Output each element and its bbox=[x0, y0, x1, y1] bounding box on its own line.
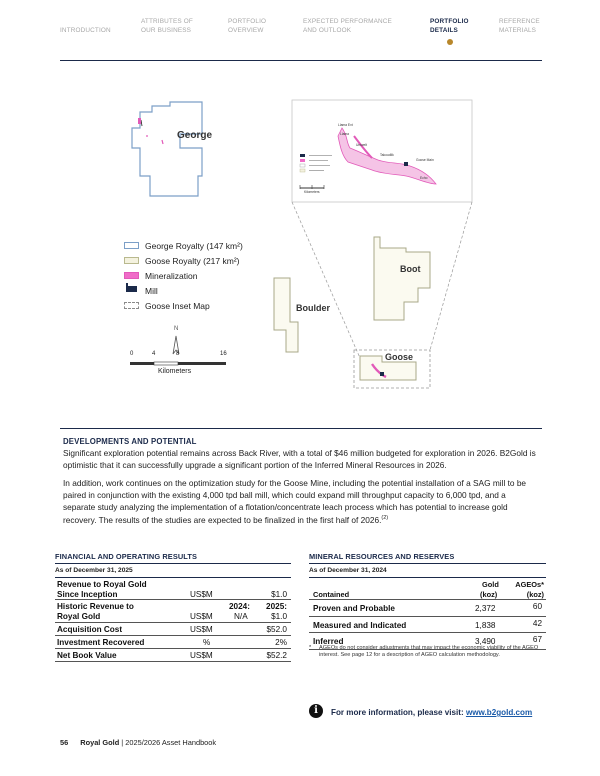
legend-george: George Royalty (147 km²) bbox=[124, 238, 243, 253]
section-nav bbox=[0, 18, 600, 48]
ageo-footnote: * AGEOs do not consider adjustments that may impact the economic viability of the AGEO interest. See page 12 for a description of AGEO calculation methodology. bbox=[309, 645, 539, 659]
table-row: Net Book Value US$M $52.2 bbox=[55, 649, 291, 662]
table-row: Proven and Probable 2,372 60 bbox=[309, 600, 546, 617]
goose-swatch bbox=[124, 257, 139, 264]
inset-label-llama: Llama bbox=[340, 132, 349, 136]
table-row: Measured and Indicated 1,838 42 bbox=[309, 617, 546, 634]
b2gold-link[interactable]: www.b2gold.com bbox=[465, 708, 533, 717]
scale-unit: Kilometers bbox=[158, 368, 192, 375]
label-boot: Boot bbox=[400, 264, 421, 274]
map-legend bbox=[124, 238, 243, 313]
table-row: Inferred 3,490 67 bbox=[309, 633, 546, 650]
label-goose: Goose bbox=[385, 352, 414, 362]
page-number: 56 bbox=[60, 738, 69, 747]
table-row: Historic Revenue to Royal Gold 2024: 2025: US$M N/A $1.0 bbox=[55, 600, 291, 623]
goose-inset-frame bbox=[292, 100, 472, 202]
financial-heading: FINANCIAL AND OPERATING RESULTS bbox=[55, 552, 198, 561]
label-boulder: Boulder bbox=[296, 303, 331, 313]
scale-tick-16: 16 bbox=[220, 351, 227, 357]
inset-label-llama-ext: Llama Ext bbox=[338, 123, 353, 127]
page-footer bbox=[60, 738, 216, 747]
inset-label-umwelt: Umwelt bbox=[356, 143, 367, 147]
nav-portfolio-details[interactable]: PORTFOLIO DETAILS bbox=[430, 18, 469, 34]
legend-inset: Goose Inset Map bbox=[124, 298, 243, 313]
table-row: Revenue to Royal Gold Since Inception US$M $1.0 bbox=[55, 577, 291, 600]
table-row: Investment Recovered % 2% bbox=[55, 636, 291, 649]
inset-label-echo: Echo bbox=[420, 176, 428, 180]
more-info: For more information, please visit: www.b2gold.com bbox=[331, 708, 533, 717]
footer-title: | 2025/2026 Asset Handbook bbox=[119, 738, 217, 747]
mineral-table-header: Contained Gold (koz) AGEOs* (koz) bbox=[309, 577, 546, 600]
legend-goose: Goose Royalty (217 km²) bbox=[124, 253, 243, 268]
developments-paragraph-1: Significant exploration potential remains across Back River, with a total of $46 million budgeted for exploration in 2026. B2Gold is optimistic that it can successfully upgrade a significant portion of the Inferred Mineral Resources in 2026. bbox=[63, 448, 536, 470]
nav-expected-performance[interactable]: EXPECTED PERFORMANCE AND OUTLOOK bbox=[303, 18, 392, 34]
developments-heading: DEVELOPMENTS AND POTENTIAL bbox=[63, 437, 197, 446]
mineral-heading: MINERAL RESOURCES AND RESERVES bbox=[309, 552, 455, 561]
royalty-map bbox=[110, 92, 482, 394]
mineral-as-of: As of December 31, 2024 bbox=[309, 567, 387, 574]
george-swatch bbox=[124, 242, 139, 249]
mineral-divider bbox=[309, 563, 546, 564]
nav-portfolio-overview[interactable]: PORTFOLIO OVERVIEW bbox=[228, 18, 267, 34]
financial-as-of: As of December 31, 2025 bbox=[55, 567, 133, 574]
nav-attributes[interactable]: ATTRIBUTES OF OUR BUSINESS bbox=[141, 18, 193, 34]
mineralization-swatch bbox=[124, 272, 139, 279]
active-nav-indicator bbox=[447, 39, 453, 45]
financial-table bbox=[55, 577, 291, 662]
footnote-ref: (2) bbox=[381, 515, 389, 522]
label-george: George bbox=[177, 130, 213, 141]
nav-reference-materials[interactable]: REFERENCE MATERIALS bbox=[499, 18, 540, 34]
footer-brand: Royal Gold bbox=[80, 738, 120, 747]
nav-divider bbox=[60, 60, 542, 61]
developments-divider bbox=[60, 428, 542, 429]
boot-royalty-area bbox=[374, 237, 430, 320]
legend-mineralization: Mineralization bbox=[124, 268, 243, 283]
boulder-royalty-area bbox=[274, 278, 298, 352]
info-icon: i bbox=[309, 704, 323, 718]
inset-label-takoudlik: Takoudlik bbox=[380, 153, 394, 157]
mineral-table bbox=[309, 577, 546, 650]
mill-icon bbox=[124, 286, 139, 296]
inset-swatch bbox=[124, 302, 139, 309]
table-row: Acquisition Cost US$M $52.0 bbox=[55, 623, 291, 636]
financial-divider bbox=[55, 563, 291, 564]
scale-tick-0: 0 bbox=[130, 351, 134, 357]
scale-tick-4: 4 bbox=[152, 351, 156, 357]
inset-label-kilometers: Kilometers bbox=[304, 190, 320, 194]
inset-label-goose-main: Goose Main bbox=[416, 158, 434, 162]
nav-introduction[interactable]: INTRODUCTION bbox=[60, 26, 111, 34]
george-royalty-area bbox=[132, 102, 202, 196]
scale-tick-8: 8 bbox=[176, 351, 180, 357]
north-label: N bbox=[174, 326, 179, 332]
developments-paragraph-2: In addition, work continues on the optimization study for the Goose Mine, including the potential installation of a SAG mill to be paired in conjunction with the existing 4,000 tpd ball mill, which could expand mill throughput capacity to 6,000 tpd, and a separate study analyzing the implementation of a flotation/concentrate leach process which has potential to increase gold recovery. The results of the studies are expected to be finalized in the first half of 2026.$^{(2)}$ bbox=[63, 478, 527, 526]
legend-mill: Mill bbox=[124, 283, 243, 298]
